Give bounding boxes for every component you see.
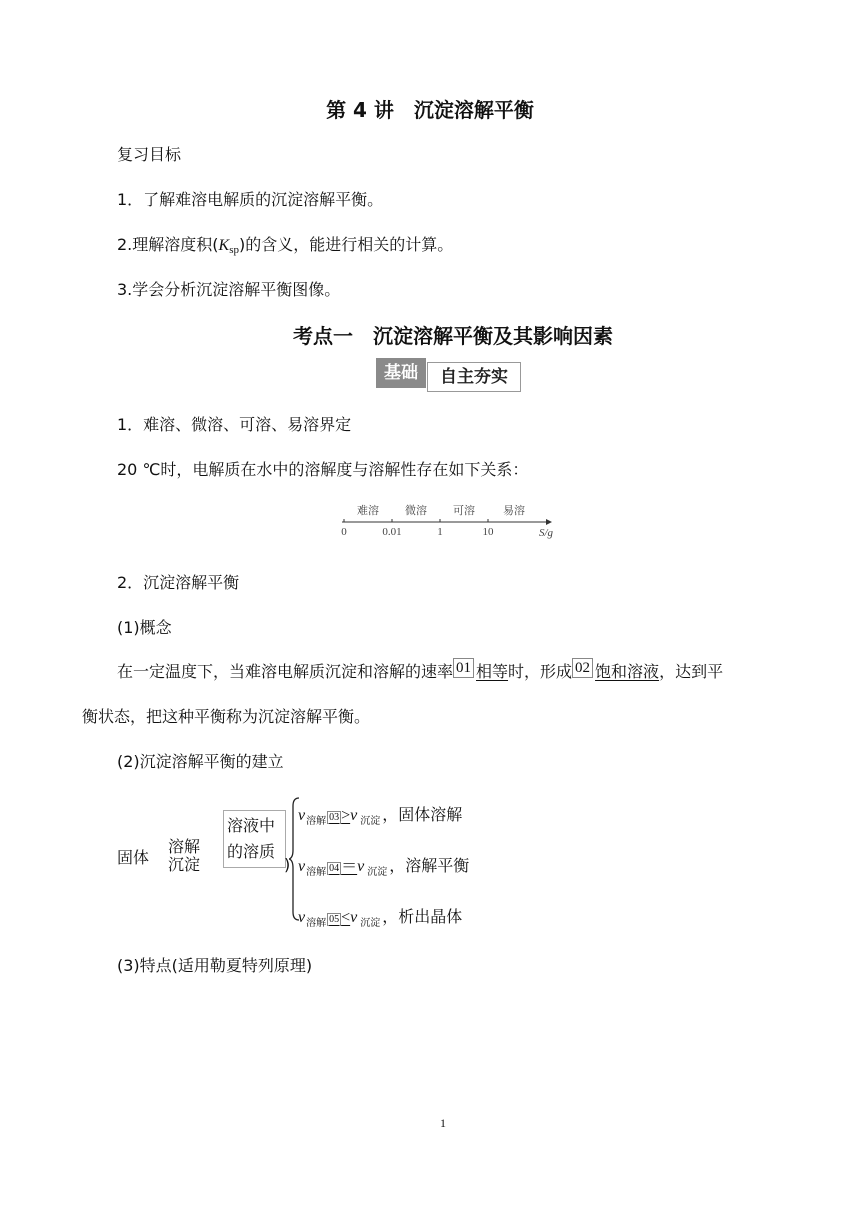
v-sub-precip: 沉淀 [367, 867, 388, 878]
blank-number-04: 04 [329, 863, 340, 874]
dissolve-label: 溶解 [168, 837, 201, 856]
review-item-2-post: )的含义，能进行相关的计算。 [238, 235, 454, 254]
review-heading: 复习目标 [117, 145, 182, 164]
blank-number-01: 01 [453, 658, 474, 678]
v-sub-dissolve: 溶解 [306, 918, 327, 929]
scale-axis-label: S/g [538, 527, 554, 539]
solid-label: 固体 [117, 848, 150, 867]
v-symbol: v [298, 858, 306, 875]
concept-mid: 时，形成 [508, 662, 573, 681]
section-title: 考点一 沉淀溶解平衡及其影响因素 [293, 324, 613, 348]
solute-box-line-1: 溶液中 [227, 816, 276, 835]
v-symbol: v [298, 909, 306, 926]
ksp-subscript: sp [229, 244, 239, 256]
concept-pre: 在一定温度下，当难溶电解质沉淀和溶解的速率 [117, 662, 454, 681]
scale-tick-label: 0.01 [382, 526, 402, 538]
scale-label: 难溶 [357, 504, 379, 517]
v-symbol: v [350, 909, 358, 926]
blank-answer-03: > [341, 807, 351, 824]
blank-number-05: 05 [329, 914, 340, 925]
scale-tick-label: 1 [437, 526, 443, 538]
solubility-scale [330, 500, 570, 544]
blank-number-03: 03 [329, 812, 340, 823]
foundation-badge [376, 358, 522, 390]
v-sub-dissolve: 溶解 [306, 867, 327, 878]
review-item-2-pre: 2.理解溶度积( [117, 235, 219, 254]
blank-answer-05: < [341, 909, 351, 926]
precipitate-label: 沉淀 [168, 855, 201, 874]
page-title: 第 4 讲 沉淀溶解平衡 [326, 98, 534, 122]
build-heading: (2)沉淀溶解平衡的建立 [117, 752, 284, 771]
badge-light-label: 自主夯实 [427, 362, 521, 392]
row-result-2: ，溶解平衡 [389, 856, 470, 875]
review-item-2 [117, 232, 453, 256]
blank-answer-04: ＝ [341, 858, 358, 875]
blank-number-02: 02 [572, 658, 593, 678]
badge-dark-label: 基础 [376, 358, 426, 388]
v-symbol: v [350, 807, 358, 824]
ksp-symbol: K [218, 237, 230, 254]
feature-heading: (3)特点(适用勒夏特列原理) [117, 956, 313, 975]
solute-box [223, 810, 286, 868]
scale-label: 可溶 [453, 504, 475, 517]
row-result-3: ，析出晶体 [382, 907, 463, 926]
close-paren: ) [284, 855, 291, 874]
scale-arrow-icon [546, 519, 552, 525]
concept-line-2: 衡状态，把这种平衡称为沉淀溶解平衡。 [82, 707, 371, 726]
row-result-1: ，固体溶解 [382, 805, 463, 824]
review-item-1: 1．了解难溶电解质的沉淀溶解平衡。 [117, 190, 384, 209]
page-number: 1 [440, 1116, 446, 1130]
v-symbol: v [357, 858, 365, 875]
section-2-heading: 2．沉淀溶解平衡 [117, 573, 240, 592]
scale-label: 微溶 [405, 504, 427, 517]
scale-tick-label: 0 [341, 526, 347, 538]
concept-heading: (1)概念 [117, 618, 172, 637]
v-sub-dissolve: 溶解 [306, 816, 327, 827]
scale-tick-label: 10 [482, 526, 494, 538]
review-item-3: 3.学会分析沉淀溶解平衡图像。 [117, 280, 341, 299]
solute-box-line-2: 的溶质 [227, 842, 276, 861]
condition-row-1 [298, 802, 462, 827]
concept-post: ，达到平 [659, 662, 724, 681]
scale-label: 易溶 [503, 504, 525, 517]
section-1-heading: 1．难溶、微溶、可溶、易溶界定 [117, 415, 352, 434]
condition-row-2 [298, 853, 469, 878]
blank-answer-01: 相等 [476, 662, 509, 681]
v-symbol: v [298, 807, 306, 824]
blank-answer-02: 饱和溶液 [595, 662, 660, 681]
v-sub-precip: 沉淀 [360, 918, 381, 929]
condition-row-3 [298, 904, 462, 929]
section-1-intro: 20 ℃时，电解质在水中的溶解度与溶解性存在如下关系： [117, 460, 529, 479]
v-sub-precip: 沉淀 [360, 816, 381, 827]
concept-line-1 [117, 658, 723, 686]
